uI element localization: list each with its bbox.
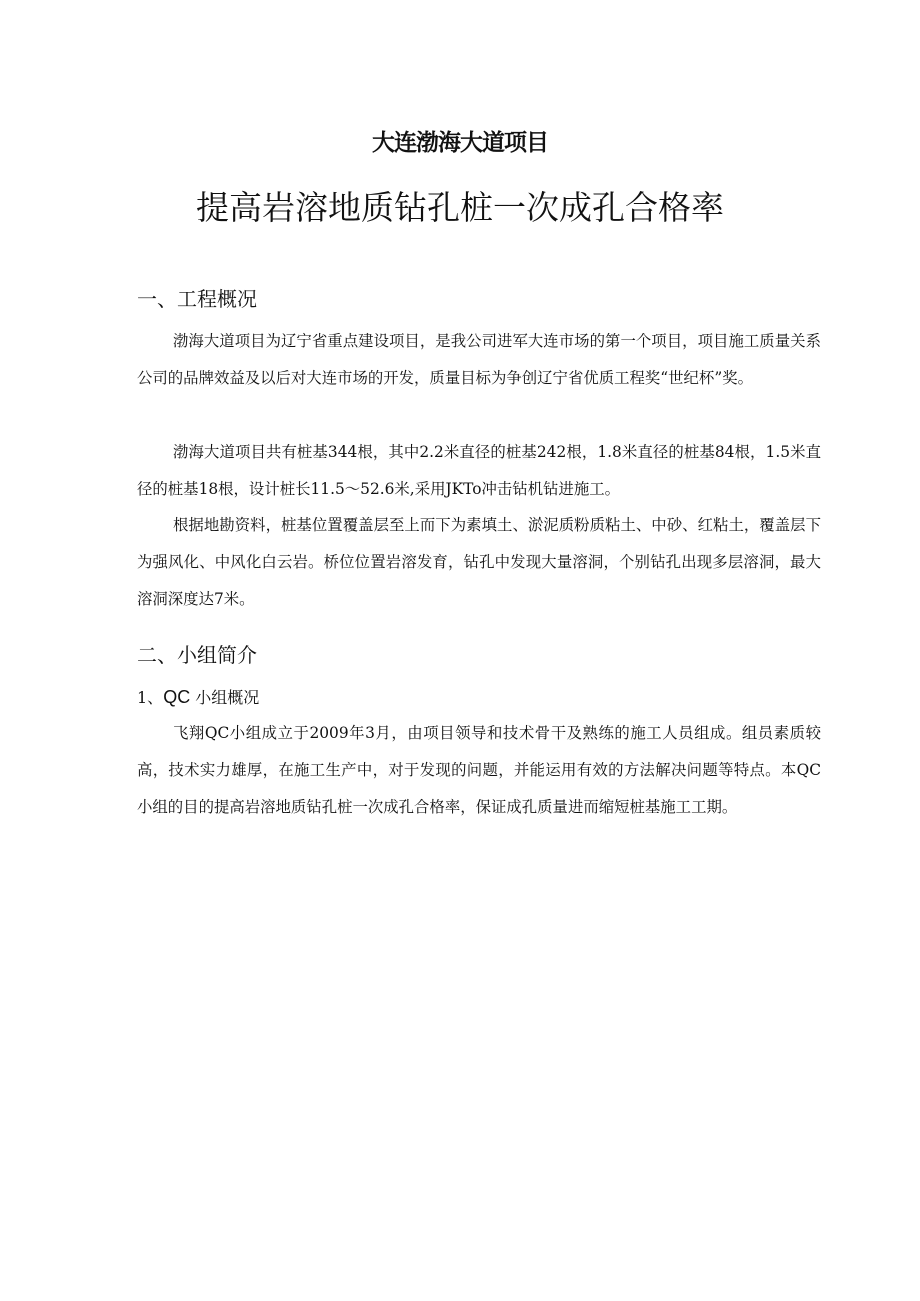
section-heading-overview: 一、工程概况 [137,287,257,311]
document-title: 提高岩溶地质钻孔桩一次成孔合格率 [196,188,724,227]
subsection-title: 小组概况 [195,688,260,707]
subsection-heading-qc [137,685,259,710]
section-heading-team: 二、小组简介 [137,643,257,667]
project-title: 大连渤海大道项目 [372,130,548,156]
overview-paragraph-1: 渤海大道项目为辽宁省重点建设项目，是我公司进军大连市场的第一个项目，项目施工质量关系公司的品牌效益及以后对大连市场的开发，质量目标为争创辽宁省优质工程奖“世纪杯”奖。 [137,332,821,387]
subsection-number: 1、 [137,688,164,707]
subsection-qc-label: QC [163,687,191,707]
overview-paragraph-2: 渤海大道项目共有桩基344根，其中2.2米直径的桩基242根，1.8米直径的桩基84根，1.5米直径的桩基18根，设计桩长11.5～52.6米,采用JKTo冲击钻机钻进施工。 [137,443,821,498]
team-paragraph-1: 飞翔QC小组成立于2009年3月，由项目领导和技术骨干及熟练的施工人员组成。组员素质较高，技术实力雄厚，在施工生产中，对于发现的问题，并能运用有效的方法解决问题等特点。本QC小组的目的提高岩溶地质钻孔桩一次成孔合格率，保证成孔质量进而缩短桩基施工工期。 [137,724,821,816]
overview-paragraph-3: 根据地勘资料，桩基位置覆盖层至上而下为素填土、淤泥质粉质粘土、中砂、红粘土，覆盖层下为强风化、中风化白云岩。桥位位置岩溶发育，钻孔中发现大量溶洞，个别钻孔出现多层溶洞，最大溶洞深度达7米。 [137,516,821,608]
